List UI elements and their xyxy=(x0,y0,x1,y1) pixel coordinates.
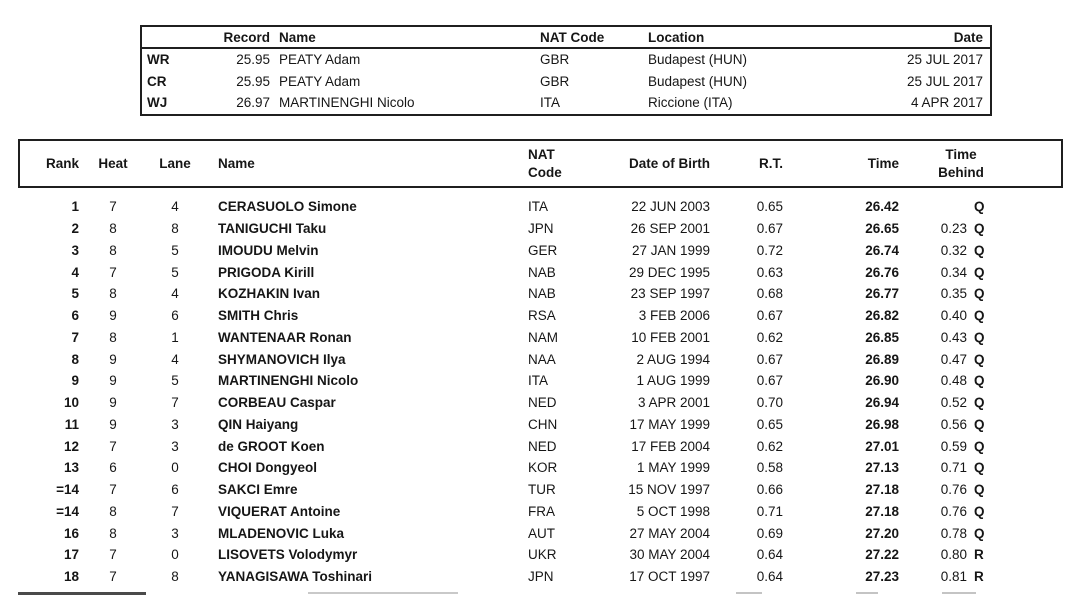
cell-nat_code: NED xyxy=(528,438,557,454)
cell-dob: 2 AUG 1994 xyxy=(636,351,710,367)
cell-lane: 0 xyxy=(171,547,179,563)
header-time: Time xyxy=(867,156,899,171)
header-nat-line1: NAT xyxy=(528,146,555,162)
records-header-location: Location xyxy=(648,29,705,45)
cell-dob: 3 FEB 2006 xyxy=(638,308,710,324)
cell-nat_code: ITA xyxy=(540,95,560,111)
cell-dob: 27 MAY 2004 xyxy=(629,525,710,541)
cell-time: 26.74 xyxy=(865,242,899,258)
cell-rank: 12 xyxy=(63,438,79,454)
cell-qual: Q xyxy=(974,503,985,519)
cell-rank: 16 xyxy=(63,525,79,541)
cell-rank: 1 xyxy=(71,199,79,215)
result-row xyxy=(20,501,1061,523)
cell-rank: 3 xyxy=(71,242,79,258)
result-row xyxy=(20,479,1061,501)
cell-name: IMOUDU Melvin xyxy=(218,242,319,258)
cell-name: PEATY Adam xyxy=(279,73,361,89)
cell-nat_code: CHN xyxy=(528,416,558,432)
cell-lane: 4 xyxy=(171,351,179,367)
cell-time_behind: 0.52 xyxy=(940,395,967,411)
cell-qual: Q xyxy=(974,438,985,454)
cell-rank: 17 xyxy=(63,547,79,563)
cell-time_behind: 0.81 xyxy=(940,569,967,585)
result-row xyxy=(20,457,1061,479)
cell-time: 27.20 xyxy=(865,525,899,541)
header-heat: Heat xyxy=(98,156,128,171)
result-row xyxy=(20,240,1061,262)
cell-rank: 8 xyxy=(71,351,79,367)
result-row xyxy=(20,218,1061,240)
cell-name: CERASUOLO Simone xyxy=(218,199,357,215)
record-row xyxy=(142,49,990,71)
cell-time: 27.18 xyxy=(865,482,899,498)
header-name: Name xyxy=(218,156,255,171)
cell-time_behind: 0.48 xyxy=(940,373,967,389)
cell-nat_code: GBR xyxy=(540,52,570,68)
cell-dob: 30 MAY 2004 xyxy=(629,547,710,563)
records-table xyxy=(140,25,992,116)
cell-name: de GROOT Koen xyxy=(218,438,325,454)
cell-time: 26.98 xyxy=(865,416,899,432)
records-header-name: Name xyxy=(279,29,316,45)
cell-nat_code: AUT xyxy=(528,525,555,541)
cell-name: TANIGUCHI Taku xyxy=(218,221,327,237)
clipped-next-row-remnant xyxy=(856,592,878,594)
header-nat-code xyxy=(523,146,593,181)
cell-type: WJ xyxy=(147,95,168,111)
header-reaction-time: R.T. xyxy=(758,156,783,171)
cell-dob: 17 MAY 1999 xyxy=(629,416,710,432)
cell-record: 26.97 xyxy=(236,95,270,111)
cell-time: 26.89 xyxy=(865,351,899,367)
cell-rank: 10 xyxy=(63,395,79,411)
cell-time: 27.18 xyxy=(865,503,899,519)
result-row xyxy=(20,370,1061,392)
cell-time_behind: 0.40 xyxy=(940,308,967,324)
cell-dob: 5 OCT 1998 xyxy=(636,503,710,519)
cell-rt: 0.67 xyxy=(756,373,783,389)
cell-qual: Q xyxy=(974,308,985,324)
cell-heat: 9 xyxy=(109,373,117,389)
cell-qual: Q xyxy=(974,416,985,432)
cell-dob: 1 MAY 1999 xyxy=(636,460,710,476)
clipped-next-row-remnant xyxy=(736,592,762,594)
cell-lane: 5 xyxy=(171,373,179,389)
cell-name: MARTINENGHI Nicolo xyxy=(279,95,415,111)
header-time-behind-line2: Behind xyxy=(938,164,984,180)
cell-heat: 7 xyxy=(109,569,117,585)
cell-dob: 10 FEB 2001 xyxy=(631,329,710,345)
cell-nat_code: GER xyxy=(528,242,558,258)
cell-rt: 0.62 xyxy=(756,438,783,454)
clipped-next-row-remnant xyxy=(308,592,458,594)
cell-heat: 7 xyxy=(109,438,117,454)
cell-qual: Q xyxy=(974,482,985,498)
cell-date: 25 JUL 2017 xyxy=(906,52,983,68)
cell-dob: 26 SEP 2001 xyxy=(630,221,710,237)
cell-qual: Q xyxy=(974,264,985,280)
cell-time: 26.42 xyxy=(865,199,899,215)
cell-time_behind: 0.34 xyxy=(940,264,967,280)
cell-time_behind: 0.76 xyxy=(940,482,967,498)
cell-rank: 11 xyxy=(64,416,79,432)
cell-dob: 1 AUG 1999 xyxy=(636,373,710,389)
cell-nat_code: ITA xyxy=(528,373,548,389)
cell-dob: 17 OCT 1997 xyxy=(629,569,710,585)
cell-rt: 0.67 xyxy=(756,351,783,367)
result-row xyxy=(20,261,1061,283)
cell-rank: 9 xyxy=(71,373,79,389)
cell-location: Budapest (HUN) xyxy=(648,52,748,68)
results-rows xyxy=(20,196,1061,588)
record-row xyxy=(142,92,990,114)
cell-heat: 8 xyxy=(109,329,117,345)
cell-time_behind: 0.43 xyxy=(940,329,967,345)
cell-name: PRIGODA Kirill xyxy=(218,264,315,280)
cell-heat: 6 xyxy=(109,460,117,476)
cell-nat_code: JPN xyxy=(528,569,554,585)
result-row xyxy=(20,544,1061,566)
cell-heat: 9 xyxy=(109,308,117,324)
result-row xyxy=(20,348,1061,370)
cell-qual: Q xyxy=(974,221,985,237)
result-row xyxy=(20,196,1061,218)
cell-record: 25.95 xyxy=(236,73,270,89)
cell-name: MLADENOVIC Luka xyxy=(218,525,345,541)
cell-lane: 1 xyxy=(171,329,179,345)
records-header-nat-code: NAT Code xyxy=(540,29,605,45)
cell-lane: 0 xyxy=(171,460,179,476)
cell-nat_code: GBR xyxy=(540,73,570,89)
cell-time: 27.13 xyxy=(865,460,899,476)
cell-nat_code: NAM xyxy=(528,329,558,345)
cell-rt: 0.70 xyxy=(756,395,783,411)
cell-date: 25 JUL 2017 xyxy=(906,73,983,89)
cell-heat: 7 xyxy=(109,482,117,498)
cell-qual: Q xyxy=(974,373,985,389)
result-row xyxy=(20,305,1061,327)
cell-nat_code: NAB xyxy=(528,264,556,280)
cell-lane: 3 xyxy=(171,438,179,454)
header-time-behind-line1: Time xyxy=(945,146,977,162)
cell-name: PEATY Adam xyxy=(279,52,361,68)
cell-lane: 4 xyxy=(171,199,179,215)
header-lane: Lane xyxy=(159,156,191,171)
cell-nat_code: ITA xyxy=(528,199,548,215)
cell-nat_code: NAA xyxy=(528,351,556,367)
cell-name: CHOI Dongyeol xyxy=(218,460,318,476)
cell-time_behind: 0.23 xyxy=(940,221,967,237)
cell-record: 25.95 xyxy=(236,52,270,68)
cell-qual: Q xyxy=(974,242,985,258)
cell-time: 26.90 xyxy=(865,373,899,389)
result-row xyxy=(20,414,1061,436)
cell-qual: R xyxy=(974,547,984,563)
cell-name: SHYMANOVICH Ilya xyxy=(218,351,346,367)
records-table-header xyxy=(142,27,990,49)
cell-location: Riccione (ITA) xyxy=(648,95,733,111)
cell-rt: 0.64 xyxy=(756,547,783,563)
cell-time_behind: 0.78 xyxy=(940,525,967,541)
cell-nat_code: KOR xyxy=(528,460,558,476)
cell-lane: 8 xyxy=(171,221,179,237)
cell-type: WR xyxy=(147,52,170,68)
cell-dob: 15 NOV 1997 xyxy=(628,482,710,498)
cell-rt: 0.58 xyxy=(756,460,783,476)
cell-time: 27.23 xyxy=(865,569,899,585)
results-table-header xyxy=(18,139,1063,188)
header-time-behind xyxy=(899,146,1023,181)
cell-lane: 3 xyxy=(171,416,179,432)
cell-time_behind: 0.32 xyxy=(940,242,967,258)
cell-rt: 0.63 xyxy=(756,264,783,280)
cell-qual: Q xyxy=(974,199,985,215)
cell-name: CORBEAU Caspar xyxy=(218,395,336,411)
cell-dob: 29 DEC 1995 xyxy=(628,264,710,280)
header-rank: Rank xyxy=(45,156,79,171)
cell-qual: R xyxy=(974,569,984,585)
cell-rank: 13 xyxy=(63,460,79,476)
cell-time_behind: 0.71 xyxy=(940,460,967,476)
cell-lane: 3 xyxy=(171,525,179,541)
cell-lane: 7 xyxy=(171,503,179,519)
cell-type: CR xyxy=(147,73,167,89)
cell-heat: 7 xyxy=(109,264,117,280)
cell-name: WANTENAAR Ronan xyxy=(218,329,352,345)
cell-name: VIQUERAT Antoine xyxy=(218,503,341,519)
cell-time: 26.77 xyxy=(865,286,899,302)
cell-heat: 8 xyxy=(109,503,117,519)
cell-rt: 0.69 xyxy=(756,525,783,541)
cell-rank: 2 xyxy=(71,221,79,237)
cell-time: 27.22 xyxy=(865,547,899,563)
cell-name: YANAGISAWA Toshinari xyxy=(218,569,373,585)
cell-rt: 0.64 xyxy=(756,569,783,585)
cell-time: 27.01 xyxy=(865,438,899,454)
result-row xyxy=(20,435,1061,457)
cell-dob: 17 FEB 2004 xyxy=(631,438,710,454)
cell-dob: 27 JAN 1999 xyxy=(631,242,710,258)
cell-time: 26.94 xyxy=(865,395,899,411)
records-header-record: Record xyxy=(223,29,270,45)
cell-nat_code: UKR xyxy=(528,547,557,563)
cell-lane: 6 xyxy=(171,308,179,324)
cell-rank: 5 xyxy=(71,286,79,302)
cell-nat_code: JPN xyxy=(528,221,554,237)
cell-heat: 8 xyxy=(109,221,117,237)
cell-lane: 4 xyxy=(171,286,179,302)
cell-qual: Q xyxy=(974,460,985,476)
cell-nat_code: NAB xyxy=(528,286,556,302)
cell-dob: 23 SEP 1997 xyxy=(630,286,710,302)
cell-time: 26.85 xyxy=(865,329,899,345)
cell-lane: 8 xyxy=(171,569,179,585)
result-row xyxy=(20,327,1061,349)
cell-name: SAKCI Emre xyxy=(218,482,298,498)
cell-rt: 0.65 xyxy=(756,199,783,215)
cell-qual: Q xyxy=(974,329,985,345)
cell-name: LISOVETS Volodymyr xyxy=(218,547,358,563)
result-row xyxy=(20,283,1061,305)
cell-rank: 6 xyxy=(71,308,79,324)
cell-time_behind: 0.47 xyxy=(940,351,967,367)
clipped-next-row-remnant xyxy=(18,592,146,595)
cell-rt: 0.67 xyxy=(756,221,783,237)
header-nat-line2: Code xyxy=(528,164,562,180)
cell-lane: 5 xyxy=(171,242,179,258)
records-rows xyxy=(142,49,990,114)
cell-nat_code: TUR xyxy=(528,482,556,498)
cell-lane: 6 xyxy=(171,482,179,498)
records-header-date: Date xyxy=(953,29,983,45)
cell-rank: 4 xyxy=(71,264,79,280)
cell-heat: 8 xyxy=(109,525,117,541)
cell-heat: 9 xyxy=(109,416,117,432)
cell-rt: 0.66 xyxy=(756,482,783,498)
cell-rank: =14 xyxy=(56,503,79,519)
cell-heat: 8 xyxy=(109,242,117,258)
cell-heat: 7 xyxy=(109,547,117,563)
cell-rt: 0.62 xyxy=(756,329,783,345)
cell-nat_code: RSA xyxy=(528,308,556,324)
cell-rank: =14 xyxy=(56,482,79,498)
header-date-of-birth: Date of Birth xyxy=(629,156,710,171)
cell-time_behind: 0.76 xyxy=(940,503,967,519)
cell-heat: 7 xyxy=(109,199,117,215)
cell-time: 26.82 xyxy=(865,308,899,324)
cell-rt: 0.71 xyxy=(756,503,783,519)
cell-time_behind: 0.56 xyxy=(940,416,967,432)
result-row xyxy=(20,522,1061,544)
clipped-next-row-remnant xyxy=(942,592,976,594)
cell-heat: 9 xyxy=(109,395,117,411)
cell-rank: 18 xyxy=(63,569,79,585)
cell-date: 4 APR 2017 xyxy=(910,95,983,111)
cell-time: 26.65 xyxy=(865,221,899,237)
cell-time_behind: 0.35 xyxy=(940,286,967,302)
cell-rank: 7 xyxy=(71,329,79,345)
cell-name: MARTINENGHI Nicolo xyxy=(218,373,359,389)
cell-time_behind: 0.59 xyxy=(940,438,967,454)
cell-time_behind: 0.80 xyxy=(940,547,967,563)
cell-dob: 3 APR 2001 xyxy=(637,395,710,411)
cell-lane: 5 xyxy=(171,264,179,280)
cell-rt: 0.72 xyxy=(756,242,783,258)
cell-lane: 7 xyxy=(171,395,179,411)
cell-rt: 0.68 xyxy=(756,286,783,302)
cell-heat: 8 xyxy=(109,286,117,302)
cell-qual: Q xyxy=(974,395,985,411)
result-row xyxy=(20,566,1061,588)
cell-qual: Q xyxy=(974,286,985,302)
cell-qual: Q xyxy=(974,351,985,367)
result-row xyxy=(20,392,1061,414)
cell-name: KOZHAKIN Ivan xyxy=(218,286,321,302)
cell-name: QIN Haiyang xyxy=(218,416,299,432)
cell-nat_code: NED xyxy=(528,395,557,411)
cell-dob: 22 JUN 2003 xyxy=(631,199,710,215)
cell-nat_code: FRA xyxy=(528,503,555,519)
cell-name: SMITH Chris xyxy=(218,308,299,324)
cell-qual: Q xyxy=(974,525,985,541)
cell-time: 26.76 xyxy=(865,264,899,280)
cell-rt: 0.65 xyxy=(756,416,783,432)
cell-location: Budapest (HUN) xyxy=(648,73,748,89)
record-row xyxy=(142,71,990,93)
cell-heat: 9 xyxy=(109,351,117,367)
cell-rt: 0.67 xyxy=(756,308,783,324)
